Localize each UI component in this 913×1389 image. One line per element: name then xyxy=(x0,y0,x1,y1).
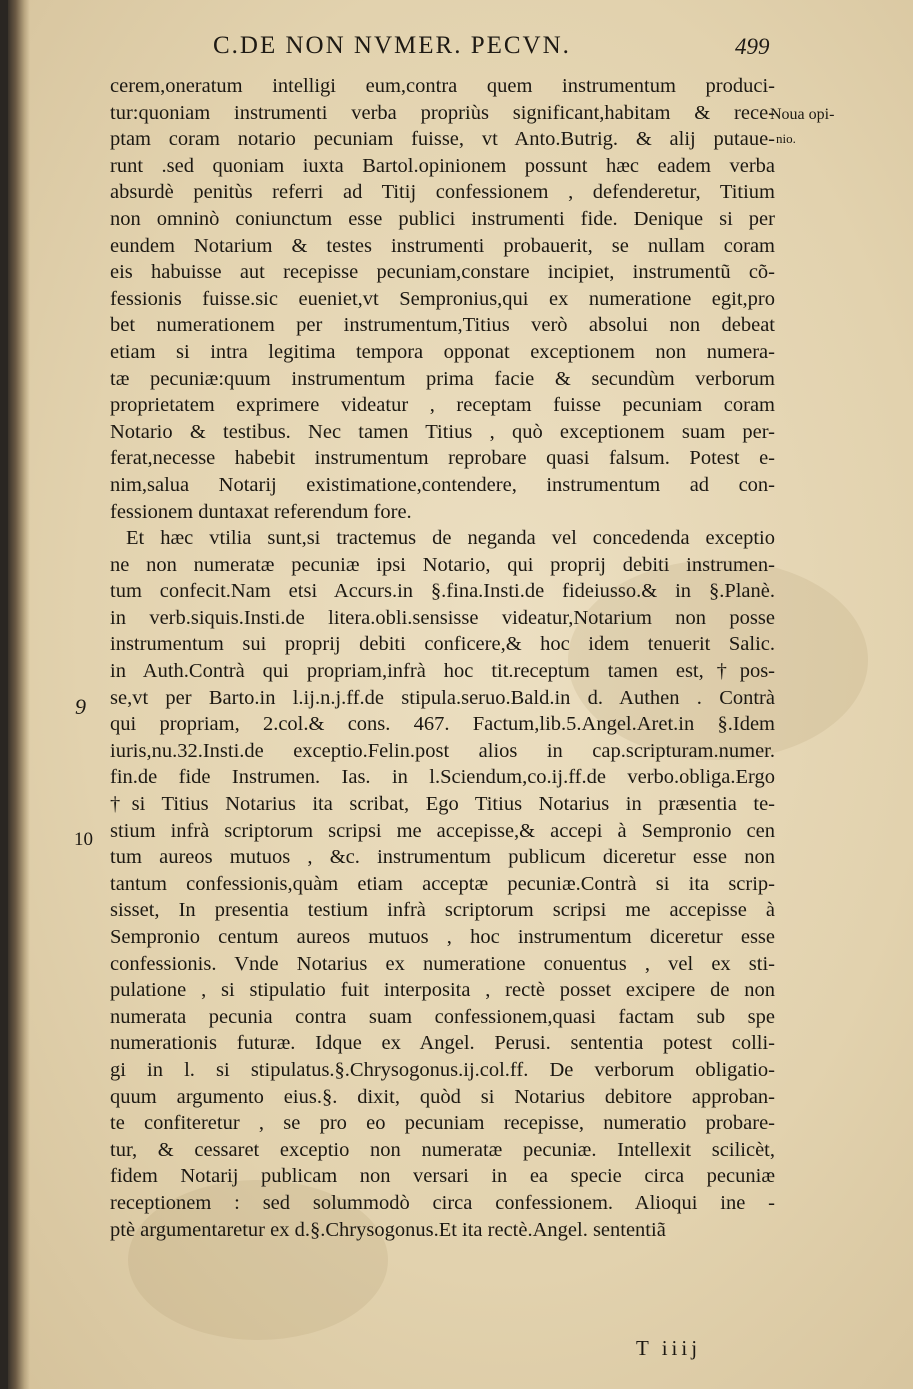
body-text xyxy=(110,73,775,1243)
marginal-note xyxy=(770,103,834,151)
text-line: numerationis futuræ. Idque ex Angel. Perusi. sententia potest colli- xyxy=(110,1032,775,1055)
book-page xyxy=(8,0,913,1389)
text-line: tæ pecuniæ:quum instrumentum prima facie & secundùm verborum xyxy=(110,367,775,390)
text-line: Notario & testibus. Nec tamen Titius , quò exceptionem suam per- xyxy=(110,420,775,443)
margin-number-10: 10 xyxy=(74,829,93,850)
text-line: cerem,oneratum intelligi eum,contra quem instrumentum produci- xyxy=(110,75,775,97)
running-title: C.DE NON NVMER. PECVN. xyxy=(213,32,571,59)
text-line: te confiteretur , se pro eo pecuniam recepisse, numeratio probare- xyxy=(110,1112,775,1135)
text-line: Sempronio centum aureos mutuos , hoc instrumentum diceretur esse xyxy=(110,926,775,948)
text-line: eis habuisse aut recepisse pecuniam,constare incipiet, instrumentũ cõ- xyxy=(110,261,775,284)
text-line: tur:quoniam instrumenti verba propriùs significant,habitam & rece- xyxy=(110,101,775,124)
text-line: non omninò coniunctum esse publici instrumenti fide. Denique si per xyxy=(110,207,775,230)
text-line: absurdè penitùs referri ad Titij confessionem , defenderetur, Titium xyxy=(110,181,775,204)
text-line: sisset, In presentia testium infrà scriptorum scripsi me accepisse à xyxy=(110,899,775,922)
margin-number-9: 9 xyxy=(75,694,86,719)
marginal-note-line: Noua opi- xyxy=(770,106,835,123)
text-line: nim,salua Notarij existimatione,contendere, instrumentum ad con- xyxy=(110,473,775,496)
folio-number: 499 xyxy=(735,34,770,59)
text-line: qui propriam, 2.col.& cons. 467. Factum,lib.5.Angel.Aret.in §.Idem xyxy=(110,713,775,736)
text-line: quum argumento eius.§. dixit, quòd si Notarius debitore approban- xyxy=(110,1085,775,1108)
text-line: stium infrà scriptorum scripsi me accepisse,& accepi à Sempronio cen xyxy=(110,819,775,842)
text-line: runt .sed quoniam iuxta Bartol.opinionem possunt hæc eadem verba xyxy=(110,154,775,177)
text-line: fidem Notarij publicam non versari in ea specie circa pecuniæ xyxy=(110,1165,775,1188)
text-line: Et hæc vtilia sunt,si tractemus de neganda vel concedenda exceptio xyxy=(126,527,775,550)
text-line: tantum confessionis,quàm etiam acceptæ pecuniæ.Contrà si ita scrip- xyxy=(110,872,775,895)
text-line: instrumentum sui proprij debiti conficere,& hoc idem tenuerit Salic. xyxy=(110,633,775,656)
book-binding-shadow xyxy=(8,0,30,1389)
text-line: †si Titius Notarius ita scribat, Ego Titius Notarius in præsentia te- xyxy=(110,793,775,816)
text-line: fin.de fide Instrumen. Ias. in l.Sciendum,co.ij.ff.de verbo.obliga.Ergo xyxy=(110,766,775,789)
text-line: se,vt per Barto.in l.ij.n.j.ff.de stipula.seruo.Bald.in d. Authen . Contrà xyxy=(110,686,775,709)
text-line: receptionem : sed solummodò circa confessionem. Alioqui ine - xyxy=(110,1191,775,1214)
text-line: proprietatem exprimere videatur , receptam fuisse pecuniam coram xyxy=(110,394,775,417)
text-line: tur, & cessaret exceptio non numeratæ pecuniæ. Intellexit scilicèt, xyxy=(110,1138,775,1161)
text-line: pulatione , si stipulatio fuit interposita , rectè posset excipere de non xyxy=(110,979,775,1002)
text-line: tum confecit.Nam etsi Accurs.in §.fina.Insti.de fideiusso.& in §.Planè. xyxy=(110,580,775,603)
text-line: numerata pecunia contra suam confessionem,quasi factam sub spe xyxy=(110,1005,775,1028)
text-line: in verb.siquis.Insti.de litera.obli.sensisse videatur,Notarium non posse xyxy=(110,606,775,629)
text-line: fessionis fuisse.sic eueniet,vt Sempronius,qui ex numeratione egit,pro xyxy=(110,287,775,310)
text-line: ne non numeratæ pecuniæ ipsi Notario, qui proprij debiti instrumen- xyxy=(110,553,775,576)
text-line: confessionis. Vnde Notarius ex numeratione conuentus , vel ex sti- xyxy=(110,952,775,975)
text-line: fessionem duntaxat referendum fore. xyxy=(110,500,412,523)
text-line: ptam coram notario pecuniam fuisse, vt Anto.Butrig. & alij putaue- xyxy=(110,128,775,151)
text-line: ferat,necesse habebit instrumentum reprobare quasi falsum. Potest e- xyxy=(110,447,775,470)
text-line: ptè argumentaretur ex d.§.Chrysogonus.Et ita rectè.Angel. sententiã xyxy=(110,1218,666,1241)
text-line: gi in l. si stipulatus.§.Chrysogonus.ij.col.ff. De verborum obligatio- xyxy=(110,1058,775,1081)
text-line: in Auth.Contrà qui propriam,infrà hoc tit.receptum tamen est,†pos- xyxy=(110,660,775,683)
marginal-note-line: nio. xyxy=(776,131,796,146)
text-line: iuris,nu.32.Insti.de exceptio.Felin.post alios in cap.scripturam.numer. xyxy=(110,739,775,762)
text-line: etiam si intra legitima tempora opponat exceptionem non numera- xyxy=(110,340,775,363)
catchword: T iiij xyxy=(636,1336,702,1360)
text-line: tum aureos mutuos , &c. instrumentum publicum diceretur esse non xyxy=(110,846,775,869)
text-line: eundem Notarium & testes instrumenti probauerit, se nullam coram xyxy=(110,234,775,257)
text-line: bet numerationem per instrumentum,Titius verò absolui non debeat xyxy=(110,314,775,337)
